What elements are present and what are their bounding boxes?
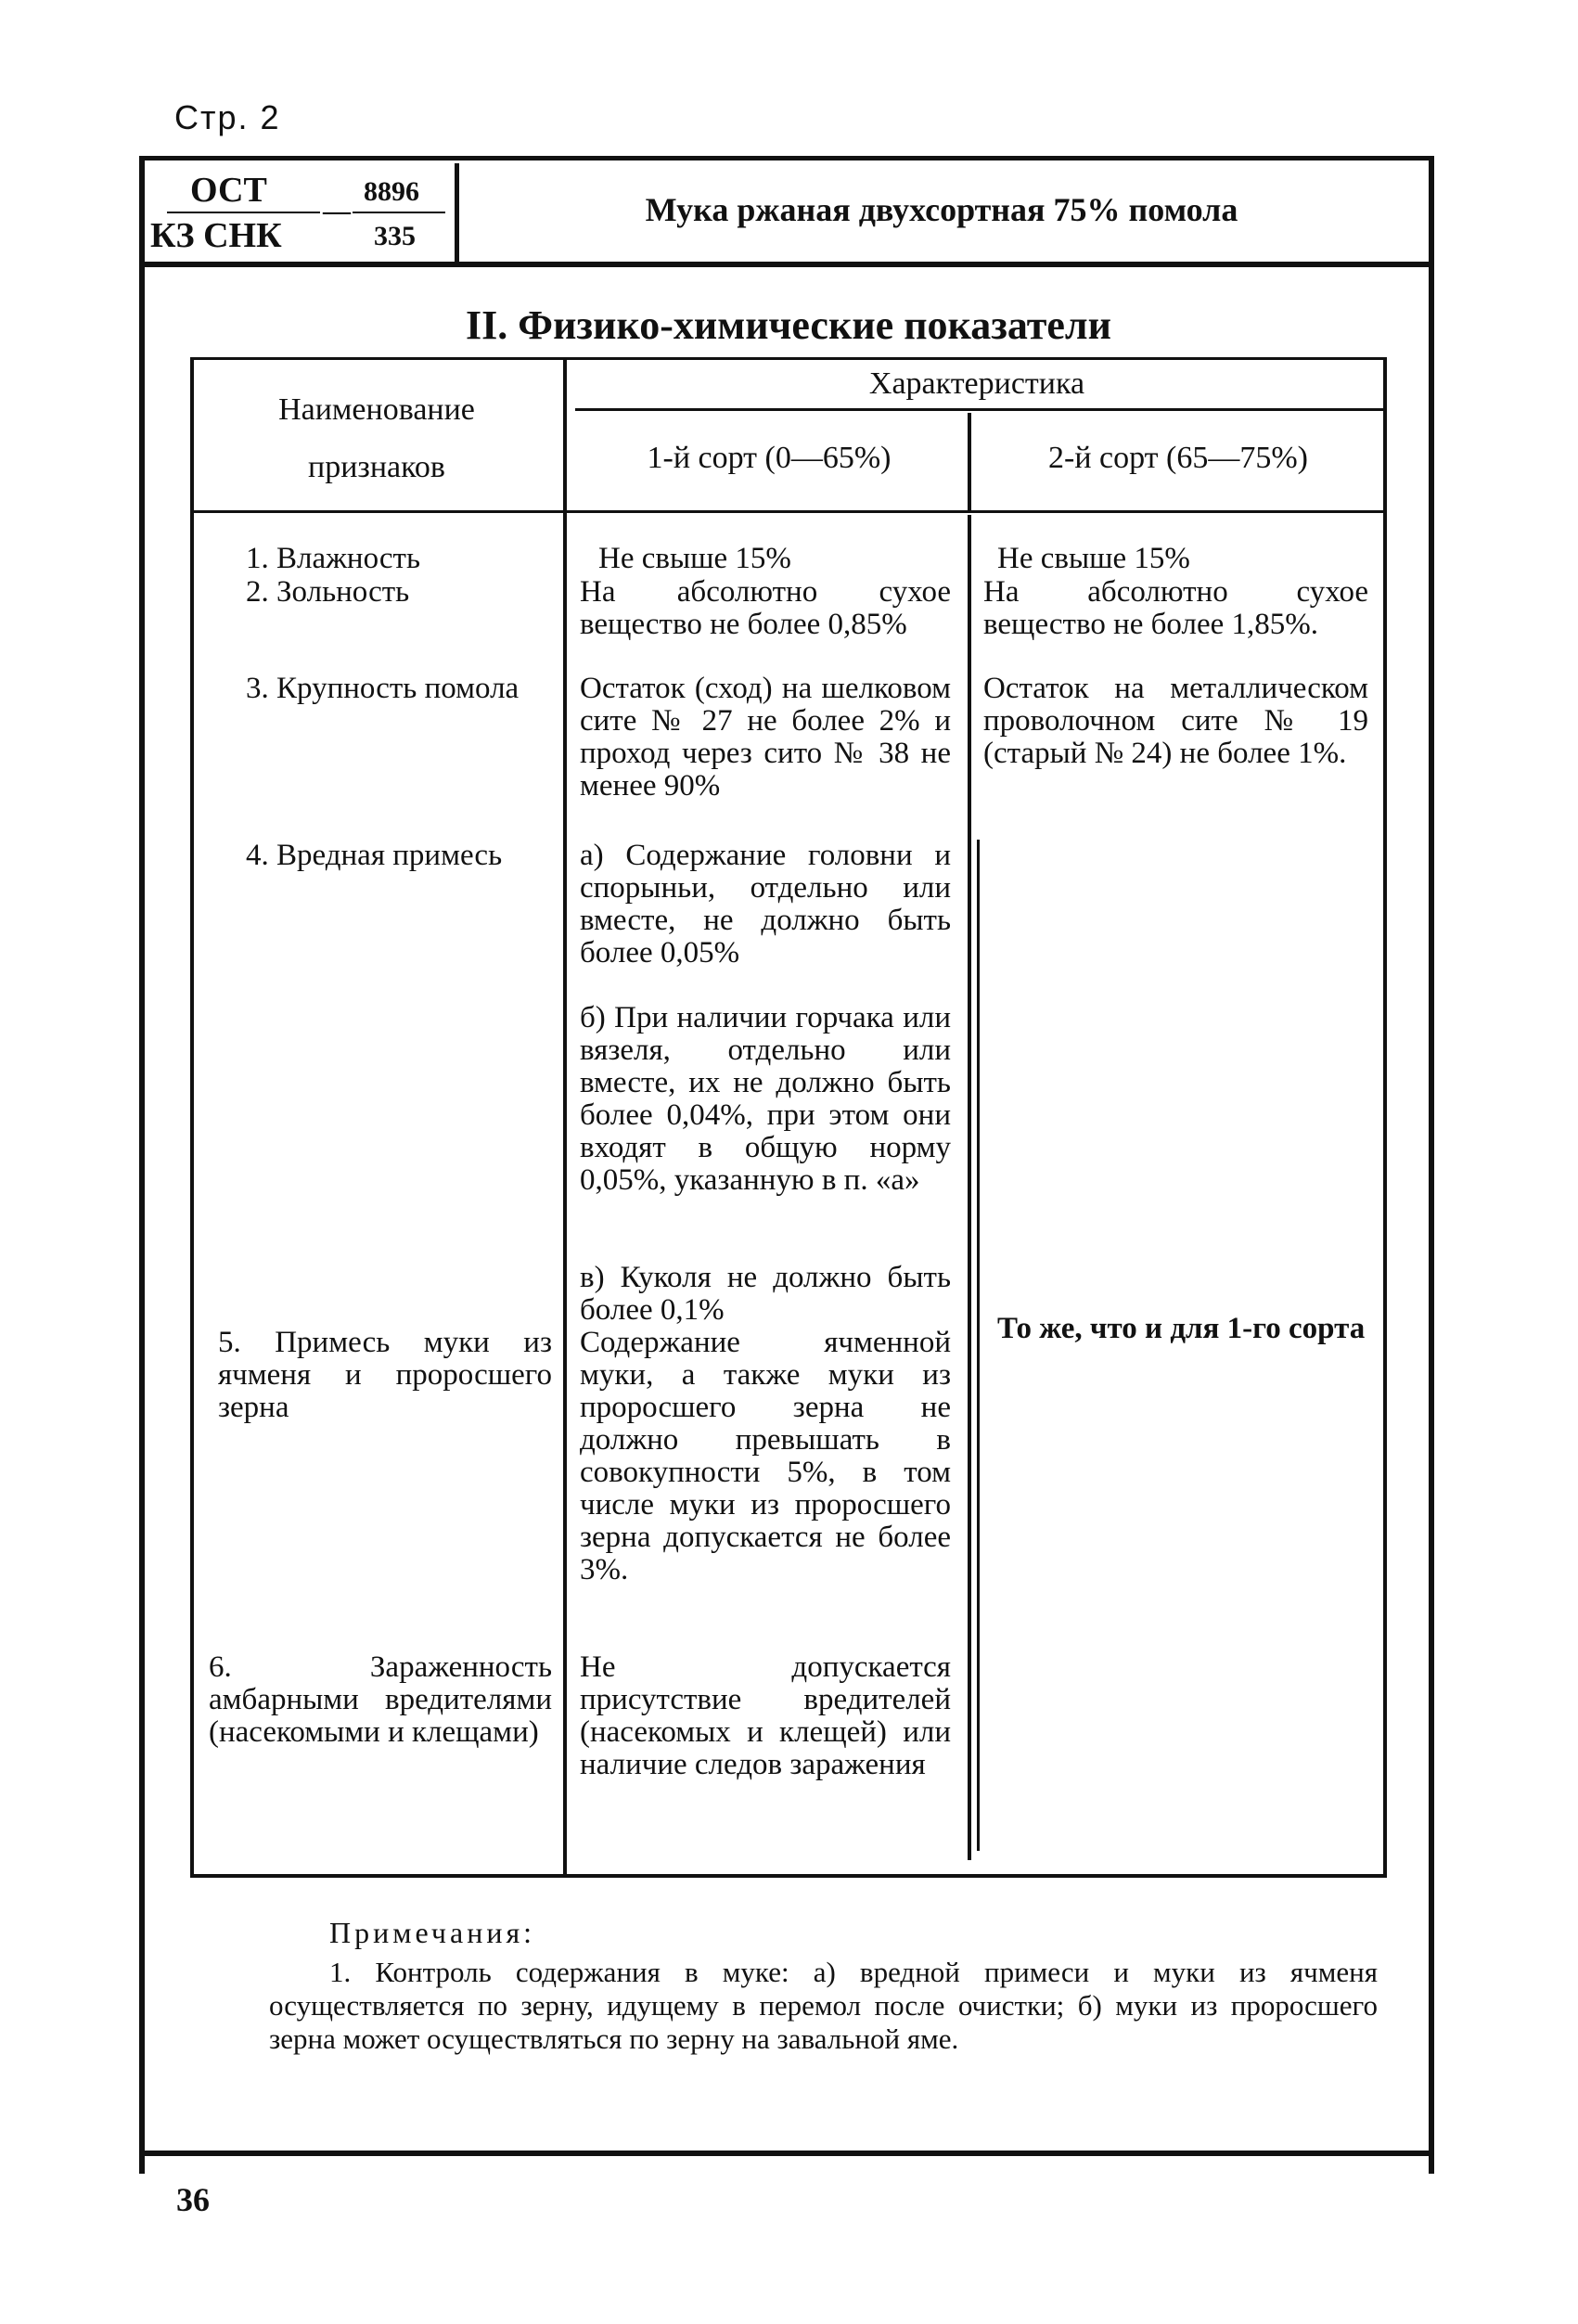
col-line-grade (968, 515, 971, 1860)
col-line-grade-head (968, 413, 971, 510)
code-bottom: КЗ СНК (150, 216, 282, 255)
frame-bottom-rule (139, 2151, 1434, 2156)
grade1-grind: Остаток (сход) на шелковом сите № 27 не более 2% и проход через сито № 38 не менее 90% (580, 672, 951, 802)
header-name-line2: признаков (308, 450, 445, 484)
number-fraction-line (353, 212, 445, 213)
row-name-barley: 5. Примесь муки из ячменя и проросшего зерна (218, 1326, 552, 1424)
page-header: Стр. 2 (174, 98, 281, 136)
header-grade2: 2-й сорт (65—75%) (1048, 441, 1308, 475)
header-bottom-rule (139, 262, 1434, 267)
grade2-ash: На абсолютно сухое вещество не более 1,85%. (983, 575, 1368, 641)
col-line-name (563, 357, 567, 1877)
table-top-rule (190, 357, 1387, 360)
same-as-bracket (977, 840, 980, 1851)
code-dash: — (323, 196, 351, 226)
standard-number-top: 8896 (364, 176, 419, 207)
char-underline (575, 408, 1387, 411)
col-line-right (1383, 357, 1387, 1877)
grade2-same-as-grade1: То же, что и для 1-го сорта (997, 1312, 1366, 1345)
grade1-barley: Содержание ячменной муки, а также муки из проросшего зерна не должно превышать в совокупности 5%, в том числе муки из проросшего зерна допускается не более 3%. (580, 1326, 951, 1586)
code-block-divider (455, 163, 459, 262)
grade2-grind: Остаток на металлическом проволочном сите № 19 (старый № 24) не более 1%. (983, 672, 1368, 770)
note-1: 1. Контроль содержания в муке: а) вредной примеси и муки из ячменя осуществляется по зерну, идущему в перемол после очистки; б) муки из проросшего зерна может осуществляться по зерну на завальной яме. (269, 1956, 1378, 2055)
grade1-infestation: Не допускается присутствие вредителей (насекомых и клещей) или наличие следов заражения (580, 1650, 951, 1781)
standard-code-block (139, 156, 459, 262)
header-name-line1: Наименование (278, 392, 475, 427)
page-number: 36 (176, 2181, 210, 2218)
row-name-ash: 2. Зольность (246, 575, 410, 609)
row-name-grind: 3. Крупность помола (246, 672, 520, 705)
document-title: Мука ржаная двухсортная 75% помола (645, 191, 1238, 228)
section-title: II. Физико-химические показатели (466, 302, 1111, 348)
standard-number-bottom: 335 (374, 221, 416, 251)
row-name-moisture: 1. Влажность (246, 542, 421, 575)
grade1-harmful-c: в) Куколя не должно быть более 0,1% (580, 1261, 951, 1327)
row-name-harmful: 4. Вредная примесь (246, 839, 503, 872)
grade1-harmful-a: а) Содержание головни и спорыньи, отдельно или вместе, не должно быть более 0,05% (580, 839, 951, 969)
header-characteristic: Характеристика (868, 366, 1085, 401)
code-fraction-line (167, 212, 320, 213)
table-bottom-rule (190, 1874, 1387, 1878)
header-grade1: 1-й сорт (0—65%) (647, 441, 892, 475)
notes-heading: Примечания: (329, 1916, 536, 1949)
table-header-rule (190, 510, 1387, 513)
row-name-infestation: 6. Зараженность амбарными вредителями (насекомыми и клещами) (209, 1650, 552, 1749)
grade1-ash: На абсолютно сухое вещество не более 0,85% (580, 575, 951, 641)
code-top: ОСТ (190, 171, 267, 210)
col-line-left (190, 357, 194, 1877)
grade1-moisture: Не свыше 15% (598, 542, 791, 575)
grade1-harmful-b: б) При наличии горчака или вязеля, отдельно или вместе, их не должно быть более 0,04%, при этом они входят в общую норму 0,05%, указанную в п. «а» (580, 1001, 951, 1197)
indicators-table (190, 357, 1387, 1888)
grade2-moisture: Не свыше 15% (997, 542, 1190, 575)
